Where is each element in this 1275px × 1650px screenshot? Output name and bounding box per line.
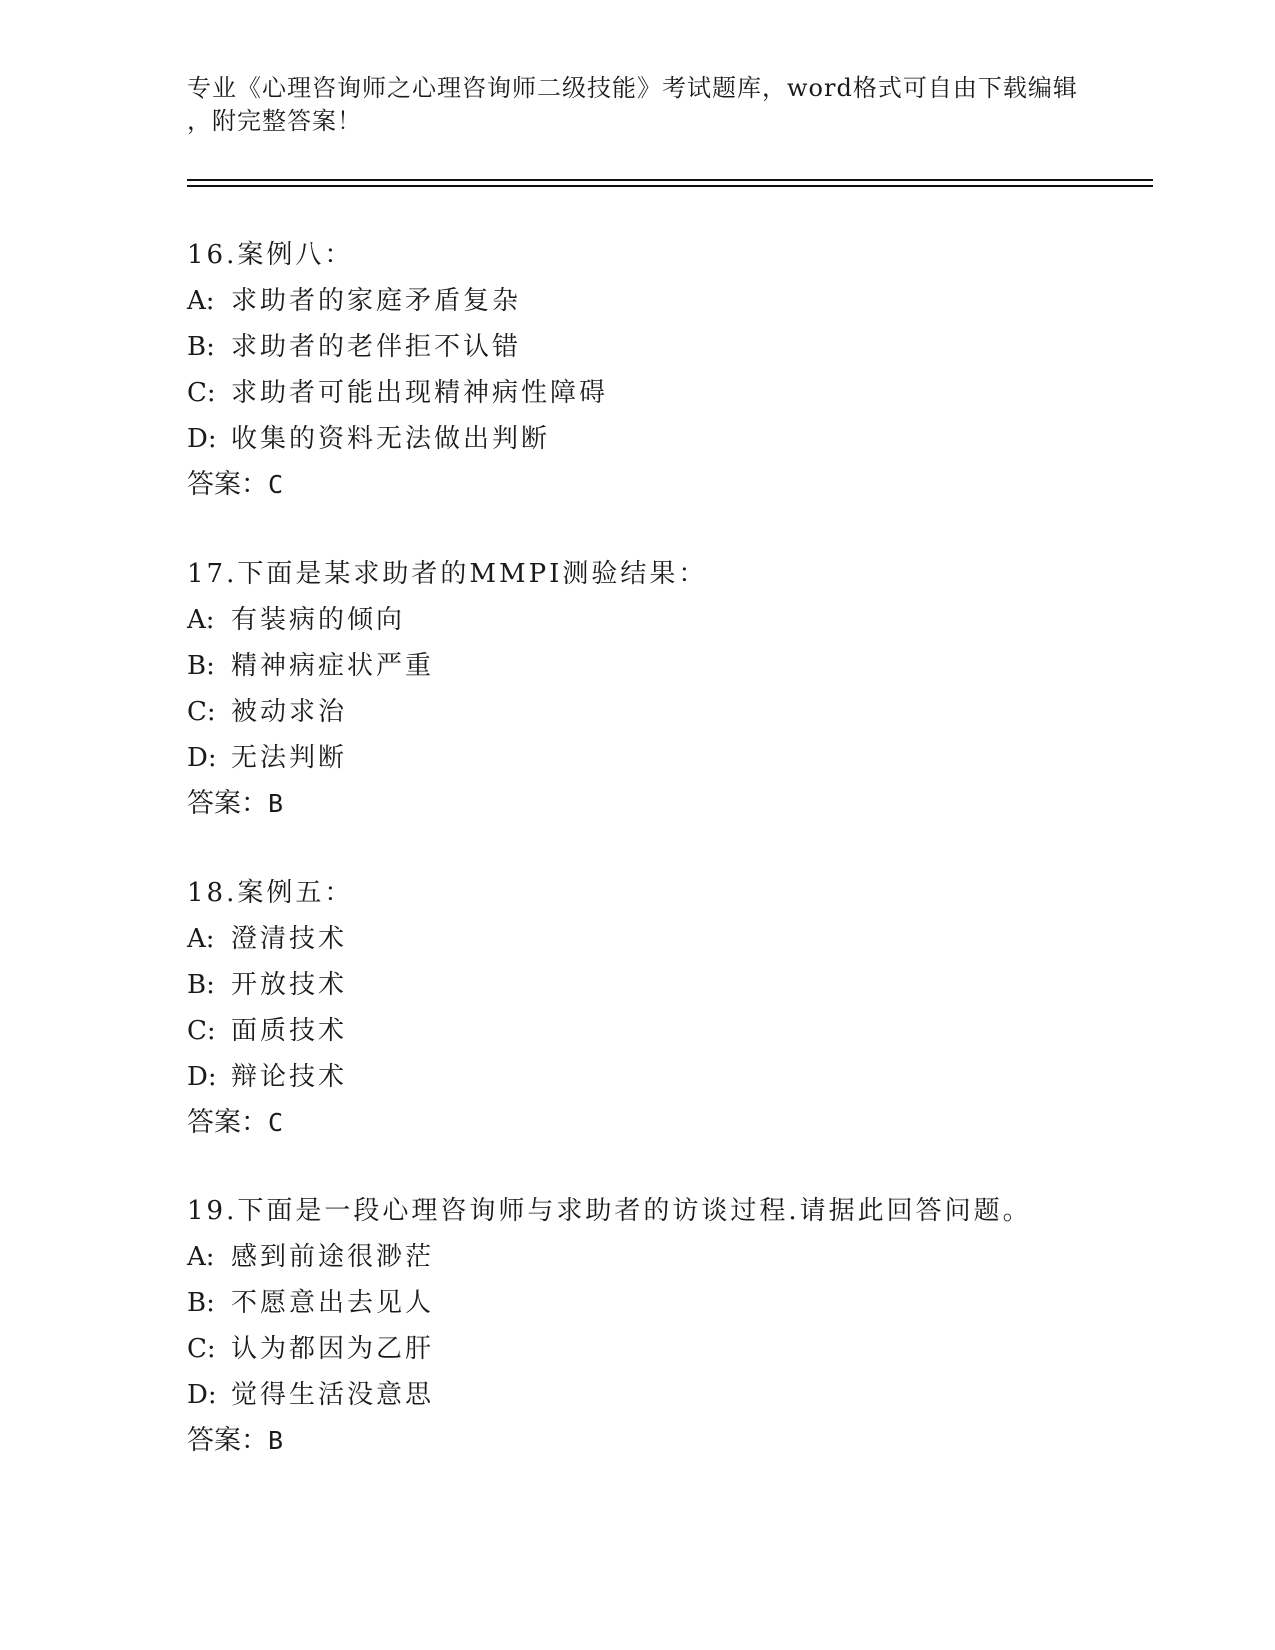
header-divider-top	[187, 179, 1153, 181]
option-text: 不愿意出去见人	[231, 1288, 435, 1318]
answer-line	[187, 1418, 1137, 1464]
option-a	[187, 1234, 1137, 1280]
option-b	[187, 324, 1137, 370]
option-letter: B:	[187, 651, 215, 681]
answer-value: C	[268, 1108, 284, 1137]
question-stem: 17.下面是某求助者的MMPI测验结果：	[187, 559, 708, 589]
answer-line	[187, 1100, 1137, 1146]
option-letter: C:	[187, 378, 216, 408]
option-c	[187, 1008, 1137, 1054]
option-text: 收集的资料无法做出判断	[231, 424, 551, 454]
option-text: 辩论技术	[231, 1062, 348, 1092]
option-d	[187, 1054, 1137, 1100]
option-text: 求助者可能出现精神病性障碍	[231, 378, 609, 408]
option-letter: A:	[187, 924, 215, 954]
answer-line	[187, 462, 1137, 508]
question-stem: 19.下面是一段心理咨询师与求助者的访谈过程.请据此回答问题。	[187, 1196, 1032, 1226]
answer-value: C	[268, 470, 284, 499]
option-d	[187, 1372, 1137, 1418]
option-text: 无法判断	[231, 743, 348, 773]
option-letter: A:	[187, 605, 215, 635]
option-d	[187, 735, 1137, 781]
option-b	[187, 643, 1137, 689]
answer-value: B	[268, 789, 284, 818]
option-letter: D:	[187, 1062, 217, 1092]
option-letter: D:	[187, 1380, 217, 1410]
answer-label: 答案：	[187, 1425, 268, 1456]
option-letter: B:	[187, 970, 215, 1000]
option-letter: D:	[187, 743, 217, 773]
option-text: 澄清技术	[231, 924, 348, 954]
option-text: 有装病的倾向	[231, 605, 406, 635]
option-b	[187, 962, 1137, 1008]
option-text: 精神病症状严重	[231, 651, 435, 681]
option-a	[187, 597, 1137, 643]
option-c	[187, 370, 1137, 416]
option-letter: D:	[187, 424, 217, 454]
option-letter: C:	[187, 697, 216, 727]
question-19	[187, 1188, 1137, 1464]
answer-line	[187, 781, 1137, 827]
answer-label: 答案：	[187, 788, 268, 819]
option-c	[187, 689, 1137, 735]
option-text: 觉得生活没意思	[231, 1380, 435, 1410]
header-divider-bottom	[187, 185, 1153, 187]
answer-label: 答案：	[187, 469, 268, 500]
option-a	[187, 916, 1137, 962]
header-title-line1: 专业《心理咨询师之心理咨询师二级技能》考试题库，word格式可自由下载编辑	[187, 74, 1078, 102]
option-text: 感到前途很渺茫	[231, 1242, 435, 1272]
option-text: 认为都因为乙肝	[231, 1334, 435, 1364]
option-letter: B:	[187, 1288, 215, 1318]
answer-label: 答案：	[187, 1107, 268, 1138]
question-stem: 18.案例五：	[187, 878, 354, 908]
option-letter: C:	[187, 1016, 216, 1046]
option-a	[187, 278, 1137, 324]
option-b	[187, 1280, 1137, 1326]
option-letter: A:	[187, 1242, 215, 1272]
option-d	[187, 416, 1137, 462]
answer-value: B	[268, 1426, 284, 1455]
document-header	[187, 72, 1087, 138]
question-16	[187, 232, 1137, 508]
option-text: 求助者的家庭矛盾复杂	[231, 286, 522, 316]
question-17	[187, 551, 1137, 827]
option-text: 求助者的老伴拒不认错	[231, 332, 522, 362]
question-stem: 16.案例八：	[187, 240, 354, 270]
option-letter: B:	[187, 332, 215, 362]
option-letter: A:	[187, 286, 215, 316]
option-text: 面质技术	[231, 1016, 348, 1046]
header-title-line2: ，附完整答案！	[187, 107, 362, 135]
option-text: 被动求治	[231, 697, 348, 727]
question-18	[187, 870, 1137, 1146]
option-c	[187, 1326, 1137, 1372]
option-letter: C:	[187, 1334, 216, 1364]
option-text: 开放技术	[231, 970, 348, 1000]
